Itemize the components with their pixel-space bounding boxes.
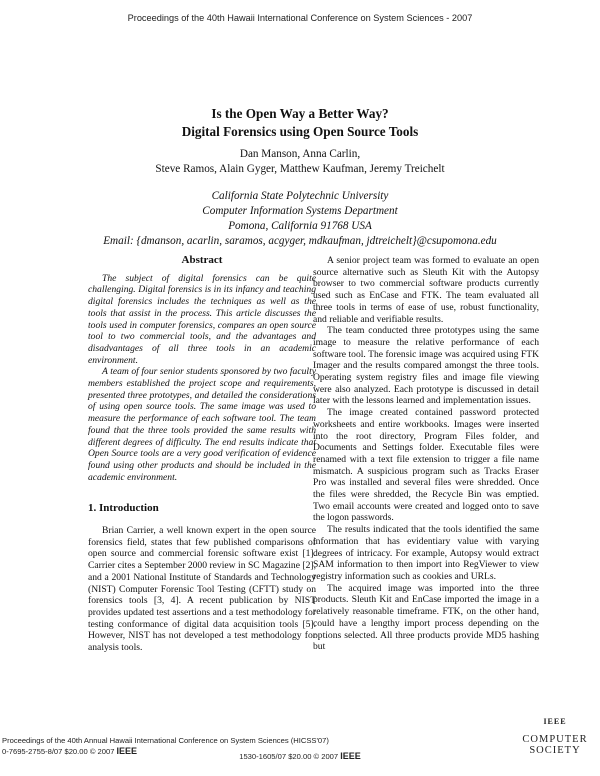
body-paragraph: A senior project team was formed to evaluate an open source alternative such as Sleuth Kit with the Autopsy browser to two commercial software products currently used such as EnCase and FTK. The team evaluated all three tools in terms of ease of use, robust functionality, and reliable and verifiable results. [313,255,539,325]
logo-line-1: COMPUTER [522,734,588,745]
authors [0,147,600,177]
computer-society-logo [516,717,594,771]
introduction-paragraph: Brian Carrier, a well known expert in the open source forensics field, states that few published comparisons of open source and commercial forensic software exist [1]. Carrier cites a September 2000 review in SC Magazine [2], and a 2001 National Institute of Standards and Technology (NIST) Computer Forensic Tool Testing (CFTT) study on forensics tools [3, 4]. A recent publication by NIST provides updated test assertions and a test methodology for testing conformance of digital data acquisition tools [5]. However, NIST has not developed a test methodology for analysis tools. [88,525,316,654]
affiliation [0,189,600,249]
abstract-heading: Abstract [181,254,223,266]
title-line-2: Digital Forensics using Open Source Tools [181,124,419,139]
university: California State Polytechnic University [211,190,389,202]
left-column [88,255,316,654]
footer-isbn: 0-7695-2755-8/07 $20.00 © 2007 [2,747,117,756]
logo-line-2: SOCIETY [529,745,581,756]
department: Computer Information Systems Department [202,205,398,217]
abstract-section [88,255,316,483]
email-line: Email: {dmanson, acarlin, saramos, acgyger, mdkaufman, jdtreichelt}@csupomona.edu [103,235,497,247]
abstract-paragraph: A team of four senior students sponsored by two faculty members established the project scope and requirements, presented three prototypes, and detailed the considerations of using open source tools. The same image was used to measure the performance of each software tool. The team found that the three tools provided the same results with different degrees of difficulty. The end results indicate that Open Source tools are a very good verification of evidence found using other products and should be included in the academic environment. [88,366,316,483]
running-head: Proceedings of the 40th Hawaii International Conference on System Sciences - 2007 [127,13,473,23]
title-line-1: Is the Open Way a Better Way? [211,106,389,121]
logo-ieee-mark: IEEE [543,717,567,726]
footer-issn: 1530-1605/07 $20.00 © 2007 [239,752,341,761]
authors-line-1: Dan Manson, Anna Carlin, [239,148,361,160]
introduction-heading: 1. Introduction [88,502,159,515]
city: Pomona, California 91768 USA [228,220,372,232]
right-column [313,255,539,653]
abstract-paragraph: The subject of digital forensics can be quite challenging. Digital forensics is in its infancy and teaching digital forensics includes the techniques as well as the tools that assist in the process. This article discusses the tools used in computer forensics, compares an open source tool to two commercial tools, and the advantages and disadvantages of all three tools in an academic environment. [88,272,316,366]
body-paragraph: The results indicated that the tools identified the same information that has evidentiary value with varying degrees of intricacy. For example, Autopsy would extract SAM information to then import into RegViewer to view registry information such as cookies and URLs. [313,524,539,582]
ieee-wordmark: IEEE [116,746,138,756]
body-paragraph: The image created contained password protected worksheets and entire workbooks. Images were inserted into the root directory, Program Files folder, and Documents and Settings folder. Executable files were renamed with a text file extension to trigger a file name mismatch. A suspicious program such as Tracks Eraser Pro was installed and several files were shredded. Once the files were shredded, the Recycle Bin was emptied. Two email accounts were created and logged onto to save the logon passwords. [313,407,539,524]
body-paragraph: The team conducted three prototypes using the same image to measure the relative performance of each software tool. The forensic image was acquired using FTK Imager and the results compared amongst the three tools. Operating system registry files and image file viewing were also analyzed. Each prototype is discussed in detail later with the lessons learned and implementation issues. [313,325,539,407]
body-paragraph: The acquired image was imported into the three products. Sleuth Kit and EnCase imported the image in a relatively reasonable timeframe. FTK, on the other hand, could have a lengthy import process depending on the options selected. All three products provide MD5 hashing but [313,582,539,653]
ieee-wordmark: IEEE [340,751,361,761]
authors-line-2: Steve Ramos, Alain Gyger, Matthew Kaufman, Jeremy Treichelt [155,163,445,175]
paper-title [0,105,600,141]
footer-center [0,751,600,761]
footer-proceedings: Proceedings of the 40th Annual Hawaii International Conference on System Sciences (HICSS'07) [2,736,329,745]
